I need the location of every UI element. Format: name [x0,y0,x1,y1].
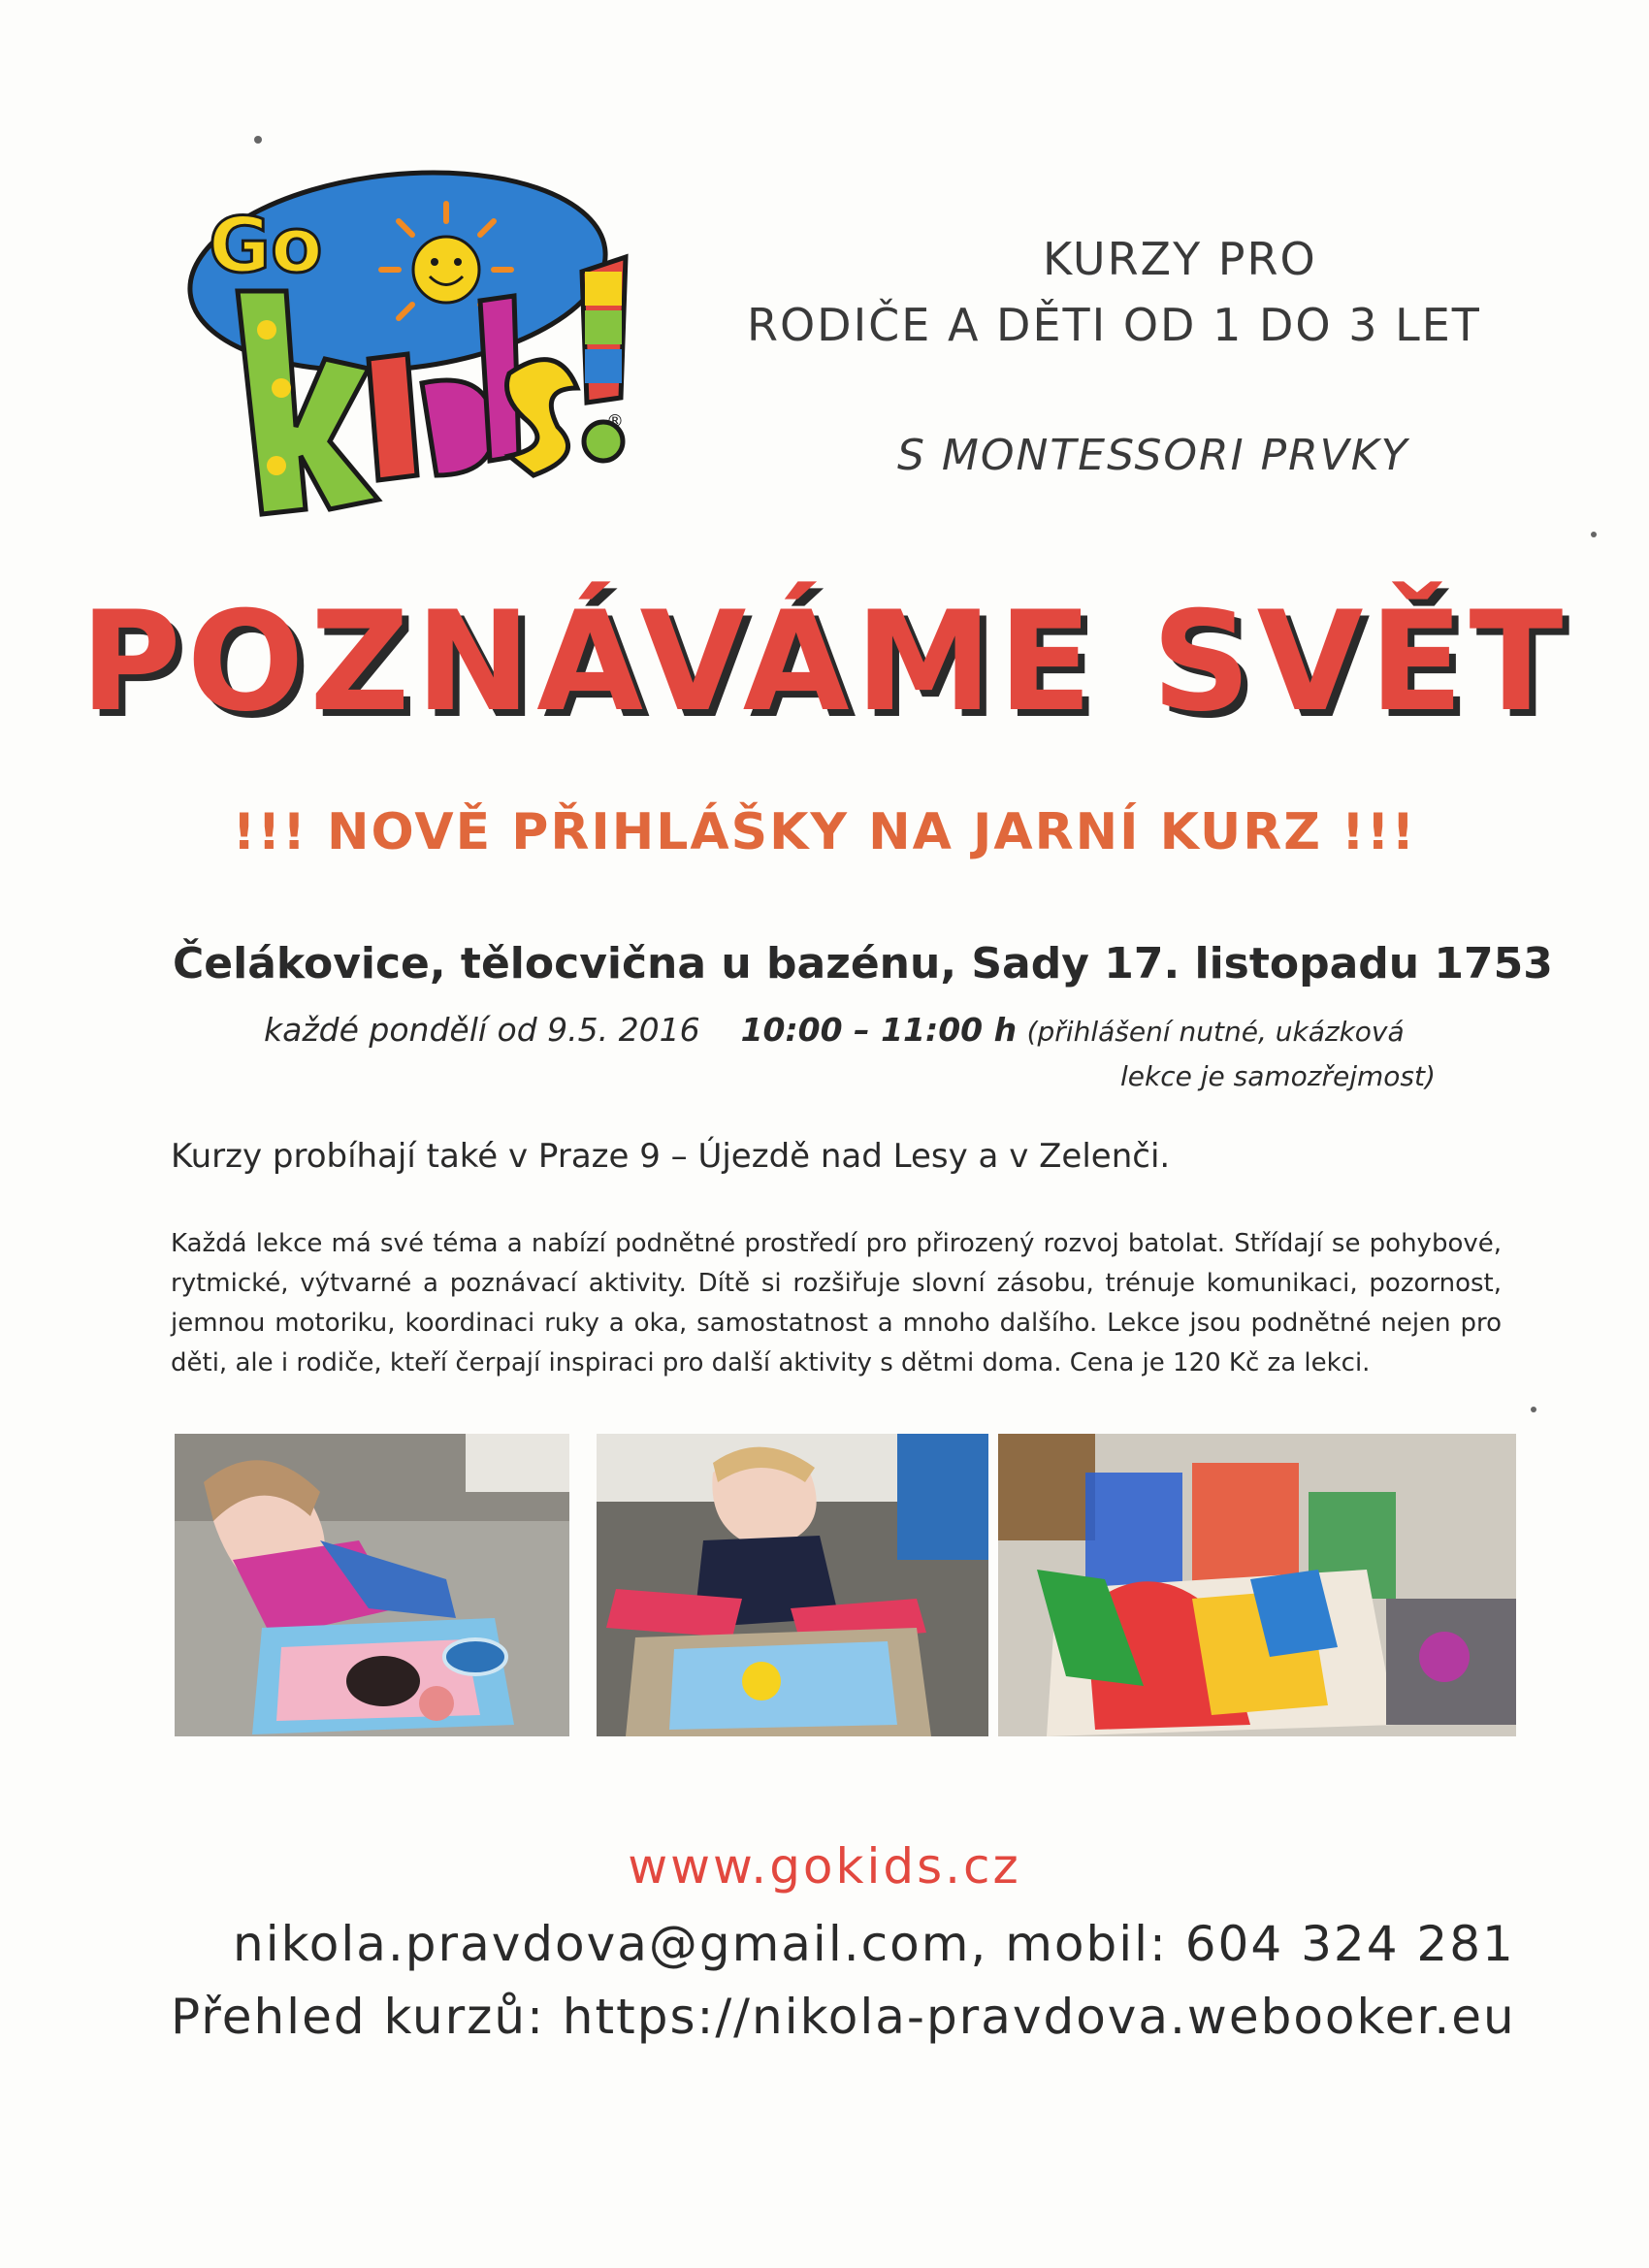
scan-speck [254,136,262,144]
website-link[interactable]: www.gokids.cz [628,1838,1021,1895]
contact-info[interactable]: nikola.pravdova@gmail.com, mobil: 604 324 281 [233,1916,1515,1972]
other-locations: Kurzy probíhají také v Praze 9 – Újezdě nad Lesy a v Zelenči. [171,1137,1171,1176]
announcement: !!! NOVĚ PŘIHLÁŠKY NA JARNÍ KURZ !!! [232,803,1417,861]
photo-colored-water [998,1434,1516,1736]
gokids-logo [170,165,713,524]
schedule-day: každé pondělí od 9.5. 2016 [264,1011,700,1049]
schedule-time: 10:00 – 11:00 h [740,1011,1018,1049]
schedule [264,1011,1405,1049]
location: Čelákovice, tělocvična u bazénu, Sady 17. listopadu 1753 [173,939,1553,988]
photo-child-tray [175,1434,569,1736]
scan-speck [1591,532,1597,537]
main-title: POZNÁVÁME SVĚT [80,582,1569,742]
header-line-3: S MONTESSORI PRVKY [897,431,1409,480]
course-overview-link[interactable]: Přehled kurzů: https://nikola-pravdova.webooker.eu [171,1989,1516,2045]
photo-child-drawing [597,1434,988,1736]
logo-word-kids: Kids! [170,165,173,166]
description: Každá lekce má své téma a nabízí podnětné prostředí pro přirozený rozvoj batolat. Střídají se pohybové, rytmické, výtvarné a poznávací aktivity. Dítě si rozšiřuje slovní zásobu, trénuje komunikaci, pozornost, jemnou motoriku, koordinaci ruky a oka, samostatnost a mnoho dalšího. Lekce jsou podnětné nejen pro děti, ale i rodiče, kteří čerpají inspiraci pro další aktivity s dětmi doma. Cena je 120 Kč za lekci. [171,1229,1502,1377]
header-line-2: RODIČE A DĚTI OD 1 DO 3 LET [747,299,1481,351]
logo-word-go: Go [209,203,323,290]
schedule-note-1: (přihlášení nutné, ukázková [1026,1016,1405,1048]
scan-speck [1531,1407,1536,1412]
header-line-1: KURZY PRO [1043,233,1317,285]
schedule-note-2: lekce je samozřejmost) [1120,1060,1436,1092]
registered-mark: ® [606,411,624,432]
